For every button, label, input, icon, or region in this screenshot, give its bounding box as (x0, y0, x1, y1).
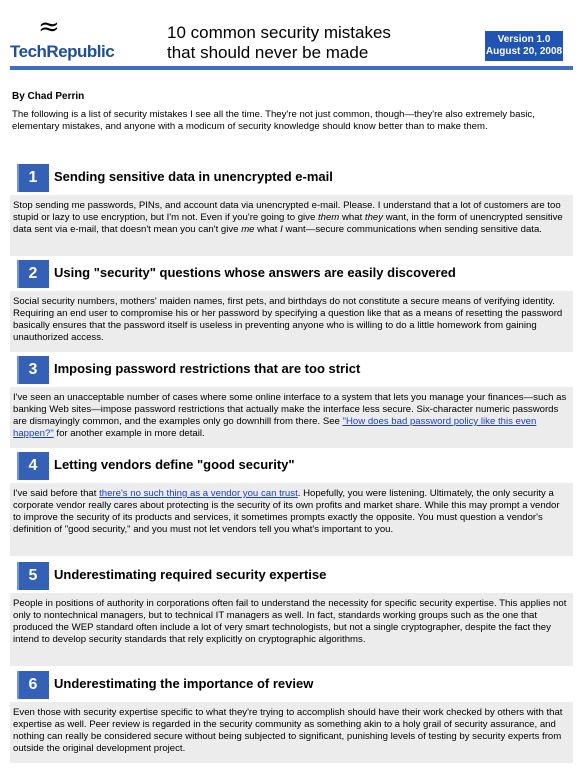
section-3 (10, 355, 573, 448)
section-title: Imposing password restrictions that are too strict (54, 361, 361, 376)
section-number: 2 (17, 260, 49, 288)
section-body: People in positions of authority in corporations often fail to understand the necessity for specific security expertise. This applies not only to nontechnical managers, but to technical IT managers as well. In fact, standards working groups such as the one that produced the WEP standard often include a lot of very smart technologists, but not a single cryptographer, despite the fact they intend to develop security standards that rely explicitly on cryptographic algorithms. (10, 593, 573, 666)
document-title (167, 23, 467, 63)
section-1 (10, 163, 573, 256)
section-2 (10, 259, 573, 352)
text-span: I've seen an unacceptable number of cases where some online interface to a system that lets you manage your finances—such as banking Web sites—impose password restrictions that actually make the interface less secure. Six-character numeric passwords are dismayingly common, and the examples only go downhill from there. See (13, 392, 567, 427)
section-6 (10, 670, 573, 763)
text-span: I've said before that (13, 488, 100, 499)
section-header (10, 561, 573, 589)
section-title: Using "security" questions whose answers are easily discovered (54, 265, 456, 280)
emphasis: me (241, 224, 255, 235)
document-header (0, 0, 582, 66)
emphasis: them (317, 212, 340, 223)
section-body: Even those with security expertise specific to what they're trying to accomplish should have their work checked by others with that expertise as well. Peer review is regarded in the security community as something akin to a holy grail of security assurance, and nothing can really be considered secure without being subjected to significant, punishing levels of testing by security experts from outside the original development project. (10, 702, 573, 763)
text-span: for another example in more detail. (53, 428, 205, 439)
intro-paragraph: The following is a list of security mistakes I see all the time. They're not just common, though—they're also extremely basic, elementary mistakes, and anyone with a modicum of security knowledge should know better than to make them. (12, 109, 535, 132)
section-header (10, 670, 573, 698)
password-policy-link[interactable]: "How does bad password policy like this even happen?" (13, 416, 537, 439)
text-span: . Hopefully, you were listening. Ultimately, the only security a corporate vendor really cares about protecting is the security of its own profits and market share. While this may prompt a vendor to improve the security of its products and services, it sometimes prompts exactly the opposite. You must question a vendor's definition of "good security," and you must not let vendors tell you what's important to you. (13, 488, 560, 535)
section-header (10, 355, 573, 383)
section-number: 1 (17, 164, 49, 192)
section-number: 5 (17, 562, 49, 590)
section-number: 3 (17, 356, 49, 384)
section-body (10, 483, 573, 556)
text-span: want, in the form of unencrypted sensitive data sent via e-mail, that doesn't mean you can't give (13, 212, 563, 235)
text-span: want—secure communications when sending sensitive data. (282, 224, 542, 235)
section-header (10, 259, 573, 287)
emphasis: I (280, 224, 283, 235)
title-line-2: that should never be made (167, 43, 369, 62)
section-number: 6 (17, 671, 49, 699)
techrepublic-logo (10, 14, 120, 64)
vendor-trust-link[interactable]: there's no such thing as a vendor you can trust (99, 488, 298, 499)
section-title: Underestimating required security expertise (54, 567, 327, 582)
author-byline: By Chad Perrin (12, 91, 85, 102)
section-header (10, 451, 573, 479)
section-4 (10, 451, 573, 556)
section-header (10, 163, 573, 191)
text-span: what (339, 212, 365, 223)
section-body (10, 387, 573, 448)
title-line-1: 10 common security mistakes (167, 23, 391, 42)
section-body: Social security numbers, mothers' maiden names, first pets, and birthdays do not constitute a secure means of verifying identity. Requiring an end user to compromise his or her password by specifying a question like that as a means of resetting the password basically ensures that the password itself is useless in preventing anyone who is willing to do a little homework from gaining unauthorized access. (10, 291, 573, 352)
section-5 (10, 561, 573, 666)
section-title: Letting vendors define "good security" (54, 457, 295, 472)
section-number: 4 (17, 452, 49, 480)
version-badge (485, 31, 563, 61)
text-span: what (254, 224, 281, 235)
version-date: August 20, 2008 (485, 46, 563, 57)
version-label: Version 1.0 (497, 34, 551, 45)
header-divider (10, 66, 573, 70)
section-body (10, 195, 573, 256)
section-title: Underestimating the importance of review (54, 676, 314, 691)
section-title: Sending sensitive data in unencrypted e-mail (54, 169, 333, 184)
emphasis: they (364, 212, 384, 223)
logo-text: TechRepublic (10, 42, 115, 61)
logo-mark-icon: ≈ (38, 12, 60, 42)
text-span: Stop sending me passwords, PINs, and account data via unencrypted e-mail. Please. I understand that a lot of customers are too stupid or lazy to use encryption, but I'm not. Even if you're going to give (13, 200, 561, 223)
